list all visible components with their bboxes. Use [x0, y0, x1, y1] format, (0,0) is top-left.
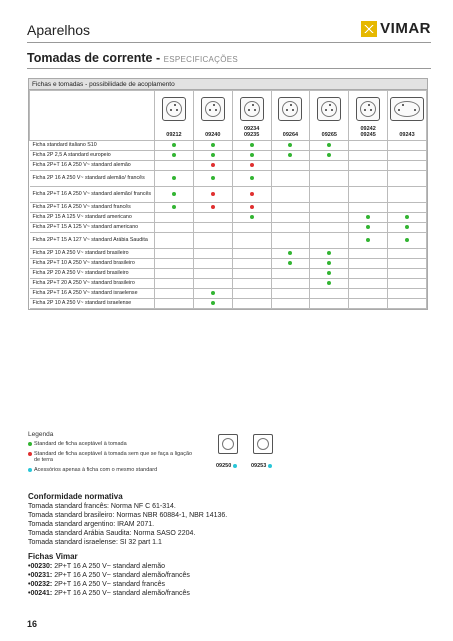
- ficha-item: [28, 571, 190, 580]
- table-cell: [232, 161, 271, 171]
- green-dot-icon: [327, 261, 331, 265]
- table-cell: [388, 203, 427, 213]
- table-cell: [349, 223, 388, 233]
- socket-brazil-icon: [278, 97, 302, 121]
- red-dot-icon: [250, 163, 254, 167]
- table-cell: [193, 171, 232, 187]
- table-cell: [232, 259, 271, 269]
- table-cell: [155, 259, 194, 269]
- table-caption: Fichas e tomadas - possibilidade de acoplamento: [29, 79, 427, 90]
- table-row: [30, 161, 427, 171]
- green-dot-icon: [250, 176, 254, 180]
- table-cell: [232, 171, 271, 187]
- table-cell: [193, 269, 232, 279]
- table-cell: [388, 187, 427, 203]
- ficha-code: •00231:: [28, 572, 53, 579]
- vimar-logo-text: VIMAR: [380, 20, 431, 37]
- table-cell: [349, 141, 388, 151]
- normativa-section: [28, 492, 227, 547]
- column-code: 09243: [399, 132, 415, 138]
- header-rule: [27, 42, 431, 43]
- table-cell: [349, 259, 388, 269]
- fichas-lines: [28, 562, 190, 598]
- ficha-desc: 2P+T 16 A 250 V~ standard alemão: [52, 563, 165, 570]
- table-cell: [155, 223, 194, 233]
- red-dot-icon: [211, 163, 215, 167]
- ficha-desc: 2P+T 16 A 250 V~ standard alemão/francês: [52, 590, 190, 597]
- table-cell: [310, 249, 349, 259]
- ficha-code: •00230:: [28, 563, 53, 570]
- table-cell: [155, 269, 194, 279]
- column-header-0: [155, 91, 194, 141]
- green-dot-icon: [28, 442, 32, 446]
- green-dot-icon: [327, 251, 331, 255]
- table-row: [30, 151, 427, 161]
- legend-item: [28, 467, 198, 474]
- green-dot-icon: [172, 205, 176, 209]
- table-cell: [310, 141, 349, 151]
- ficha-item: [28, 562, 190, 571]
- red-dot-icon: [211, 205, 215, 209]
- table-cell: [155, 233, 194, 249]
- table-row: [30, 203, 427, 213]
- table-cell: [155, 151, 194, 161]
- table-cell: [232, 187, 271, 203]
- green-dot-icon: [211, 153, 215, 157]
- table-row: [30, 279, 427, 289]
- table-cell: [349, 233, 388, 249]
- row-label: Ficha 2P 2,5 A standard europeio: [30, 151, 155, 161]
- table-corner-cell: [30, 91, 155, 141]
- table-cell: [193, 213, 232, 223]
- row-label: Ficha 2P+T 16 A 250 V~ standard alemão/ francês: [30, 187, 155, 203]
- row-label: Ficha 2P 10 A 250 V~ standard israelense: [30, 299, 155, 309]
- row-label: Ficha 2P+T 15 A 127 V~ standard Arábia Saudita: [30, 233, 155, 249]
- table-cell: [310, 151, 349, 161]
- table-cell: [349, 269, 388, 279]
- ficha-desc: 2P+T 16 A 250 V~ standard francês: [52, 581, 165, 588]
- table-cell: [271, 187, 310, 203]
- green-dot-icon: [250, 215, 254, 219]
- ficha-code: •00232:: [28, 581, 53, 588]
- table-cell: [155, 141, 194, 151]
- table-cell: [310, 279, 349, 289]
- table-cell: [349, 279, 388, 289]
- green-dot-icon: [288, 153, 292, 157]
- page-number: 16: [27, 619, 38, 629]
- table-cell: [310, 289, 349, 299]
- table-cell: [388, 233, 427, 249]
- table-cell: [349, 203, 388, 213]
- row-label: Ficha 2P 20 A 250 V~ standard brasileiro: [30, 269, 155, 279]
- ficha-desc: 2P+T 16 A 250 V~ standard alemão/francês: [52, 572, 190, 579]
- ficha-code: •00241:: [28, 590, 53, 597]
- green-dot-icon: [172, 143, 176, 147]
- table-cell: [193, 299, 232, 309]
- table-cell: [271, 203, 310, 213]
- compatibility-table: [28, 78, 428, 310]
- green-dot-icon: [327, 271, 331, 275]
- ficha-item: [28, 580, 190, 589]
- legend-text: Standard de ficha aceptável à tomada sem que se faça a ligação de terra: [34, 450, 193, 463]
- column-code: 09242 09245: [360, 126, 376, 138]
- normativa-line: Tomada standard israelense: SI 32 part 1.1: [28, 539, 162, 546]
- table-cell: [349, 161, 388, 171]
- accessory-code: 09250: [216, 463, 232, 469]
- table-cell: [349, 213, 388, 223]
- green-dot-icon: [288, 251, 292, 255]
- table-cell: [349, 171, 388, 187]
- table-cell: [388, 269, 427, 279]
- green-dot-icon: [405, 225, 409, 229]
- page-section-title: Aparelhos: [27, 22, 91, 38]
- table-cell: [388, 289, 427, 299]
- table-cell: [271, 249, 310, 259]
- fichas-section: [28, 552, 190, 598]
- row-label: Ficha 2P 10 A 250 V~ standard brasileiro: [30, 249, 155, 259]
- column-header-4: [310, 91, 349, 141]
- vimar-logo: [361, 20, 431, 37]
- table-row: [30, 269, 427, 279]
- table-cell: [349, 299, 388, 309]
- table-cell: [388, 171, 427, 187]
- normativa-line: Tomada standard Arábia Saudita: Norma SASO 2204.: [28, 530, 196, 537]
- socket-italian-icon: [162, 97, 186, 121]
- table-cell: [271, 289, 310, 299]
- table-cell: [155, 279, 194, 289]
- green-dot-icon: [250, 143, 254, 147]
- column-code: 09212: [166, 132, 182, 138]
- green-dot-icon: [327, 281, 331, 285]
- legend-item: [28, 441, 198, 448]
- column-code: 09240: [205, 132, 221, 138]
- table-cell: [193, 233, 232, 249]
- accessory-09250-label: [216, 463, 237, 469]
- table-cell: [388, 279, 427, 289]
- table-row: [30, 233, 427, 249]
- table-cell: [193, 161, 232, 171]
- table-cell: [271, 213, 310, 223]
- row-label: Ficha 2P+T 16 A 250 V~ standard francês: [30, 203, 155, 213]
- socket-american-double-icon: [390, 97, 424, 121]
- column-header-5: [349, 91, 388, 141]
- table-cell: [155, 249, 194, 259]
- ficha-item: [28, 589, 190, 598]
- table-row: [30, 223, 427, 233]
- table-cell: [310, 233, 349, 249]
- table-cell: [193, 249, 232, 259]
- column-code: 09234 09235: [243, 126, 260, 138]
- row-label: Ficha 2P+T 16 A 250 V~ standard alemão: [30, 161, 155, 171]
- table-cell: [271, 171, 310, 187]
- green-dot-icon: [211, 143, 215, 147]
- red-dot-icon: [211, 192, 215, 196]
- table-row: [30, 299, 427, 309]
- socket-usb-icon: [240, 97, 264, 121]
- table-cell: [193, 259, 232, 269]
- table-cell: [193, 187, 232, 203]
- column-header-3: [271, 91, 310, 141]
- title-rule: [27, 68, 431, 69]
- table-row: [30, 171, 427, 187]
- green-dot-icon: [405, 238, 409, 242]
- page-title: [27, 51, 238, 65]
- table-cell: [310, 299, 349, 309]
- page-title-spec: ESPECIFICAÇÕES: [163, 55, 239, 64]
- row-label: Ficha 2P+T 20 A 250 V~ standard brasileiro: [30, 279, 155, 289]
- column-header-1: [193, 91, 232, 141]
- green-dot-icon: [288, 261, 292, 265]
- compatibility-grid: [29, 90, 427, 309]
- table-cell: [155, 213, 194, 223]
- table-row: [30, 289, 427, 299]
- table-cell: [155, 187, 194, 203]
- table-cell: [310, 213, 349, 223]
- table-cell: [310, 223, 349, 233]
- red-dot-icon: [250, 192, 254, 196]
- socket-brazil-icon: [317, 97, 341, 121]
- table-cell: [271, 269, 310, 279]
- row-label: Ficha 2P 15 A 125 V~ standard americano: [30, 213, 155, 223]
- socket-american-icon: [356, 97, 380, 121]
- table-cell: [388, 141, 427, 151]
- green-dot-icon: [405, 215, 409, 219]
- green-dot-icon: [172, 192, 176, 196]
- cyan-dot-icon: [268, 464, 272, 468]
- row-label: Ficha 2P 16 A 250 V~ standard alemão/ francês: [30, 171, 155, 187]
- table-cell: [271, 233, 310, 249]
- table-row: [30, 141, 427, 151]
- table-row: [30, 259, 427, 269]
- cyan-dot-icon: [28, 468, 32, 472]
- table-cell: [271, 223, 310, 233]
- table-cell: [232, 141, 271, 151]
- table-cell: [232, 151, 271, 161]
- table-cell: [310, 161, 349, 171]
- row-label: Ficha standard italiano S10: [30, 141, 155, 151]
- table-cell: [349, 249, 388, 259]
- row-label: Ficha 2P+T 15 A 125 V~ standard americano: [30, 223, 155, 233]
- green-dot-icon: [172, 153, 176, 157]
- column-code: 09265: [321, 132, 337, 138]
- table-cell: [388, 299, 427, 309]
- table-cell: [271, 299, 310, 309]
- table-cell: [388, 249, 427, 259]
- legend-title: Legenda: [28, 431, 54, 438]
- cyan-dot-icon: [233, 464, 237, 468]
- table-cell: [310, 171, 349, 187]
- table-cell: [271, 151, 310, 161]
- normativa-line: Tomada standard argentino: IRAM 2071.: [28, 521, 155, 528]
- table-cell: [232, 249, 271, 259]
- table-cell: [388, 259, 427, 269]
- normativa-lines: [28, 502, 227, 547]
- accessory-09253-label: [251, 463, 272, 469]
- table-row: [30, 187, 427, 203]
- table-cell: [310, 269, 349, 279]
- table-cell: [271, 141, 310, 151]
- legend-text: Acessórios apenas à ficha com o mesmo standard: [34, 466, 158, 473]
- vimar-logo-icon: [361, 21, 377, 37]
- table-row: [30, 213, 427, 223]
- table-cell: [155, 203, 194, 213]
- red-dot-icon: [28, 452, 32, 456]
- table-cell: [232, 203, 271, 213]
- table-cell: [388, 161, 427, 171]
- green-dot-icon: [211, 291, 215, 295]
- table-row: [30, 249, 427, 259]
- legend-item: [28, 451, 198, 464]
- green-dot-icon: [366, 238, 370, 242]
- table-cell: [388, 213, 427, 223]
- table-header-row: [30, 91, 427, 141]
- green-dot-icon: [327, 153, 331, 157]
- normativa-line: Tomada standard brasileiro: Normas NBR 60884-1, NBR 14136.: [28, 512, 228, 519]
- accessory-09253-icon: [253, 434, 273, 454]
- table-cell: [155, 161, 194, 171]
- column-header-6: [388, 91, 427, 141]
- legend-items: [28, 441, 198, 473]
- table-cell: [232, 299, 271, 309]
- normativa-line: Tomada standard francês: Norma NF C 61-314.: [28, 503, 176, 510]
- table-cell: [193, 151, 232, 161]
- table-cell: [349, 151, 388, 161]
- table-cell: [388, 223, 427, 233]
- table-cell: [232, 269, 271, 279]
- table-cell: [271, 259, 310, 269]
- table-cell: [388, 151, 427, 161]
- table-cell: [232, 223, 271, 233]
- table-cell: [155, 171, 194, 187]
- green-dot-icon: [366, 215, 370, 219]
- table-cell: [271, 161, 310, 171]
- legend: [28, 431, 198, 473]
- table-cell: [310, 259, 349, 269]
- page-title-main: Tomadas de corrente -: [27, 51, 164, 65]
- socket-schuko-icon: [201, 97, 225, 121]
- green-dot-icon: [211, 176, 215, 180]
- table-cell: [193, 279, 232, 289]
- red-dot-icon: [250, 205, 254, 209]
- table-cell: [232, 289, 271, 299]
- normativa-title: Conformidade normativa: [28, 492, 123, 501]
- table-cell: [349, 289, 388, 299]
- table-cell: [271, 279, 310, 289]
- table-cell: [193, 203, 232, 213]
- table-cell: [193, 289, 232, 299]
- table-cell: [193, 141, 232, 151]
- table-cell: [232, 279, 271, 289]
- table-cell: [232, 233, 271, 249]
- table-cell: [155, 289, 194, 299]
- accessory-code: 09253: [251, 463, 267, 469]
- green-dot-icon: [250, 153, 254, 157]
- green-dot-icon: [211, 301, 215, 305]
- column-code: 09264: [282, 132, 299, 138]
- table-cell: [310, 187, 349, 203]
- table-cell: [155, 299, 194, 309]
- column-header-2: [232, 91, 271, 141]
- table-cell: [310, 203, 349, 213]
- accessory-09250-icon: [218, 434, 238, 454]
- table-cell: [232, 213, 271, 223]
- green-dot-icon: [366, 225, 370, 229]
- table-cell: [349, 187, 388, 203]
- legend-text: Standard de ficha aceptável à tomada: [34, 441, 127, 447]
- green-dot-icon: [172, 176, 176, 180]
- green-dot-icon: [327, 143, 331, 147]
- row-label: Ficha 2P+T 16 A 250 V~ standard israelense: [30, 289, 155, 299]
- table-cell: [193, 223, 232, 233]
- fichas-title: Fichas Vimar: [28, 552, 78, 561]
- table-body: [30, 141, 427, 309]
- green-dot-icon: [288, 143, 292, 147]
- row-label: Ficha 2P+T 10 A 250 V~ standard brasileiro: [30, 259, 155, 269]
